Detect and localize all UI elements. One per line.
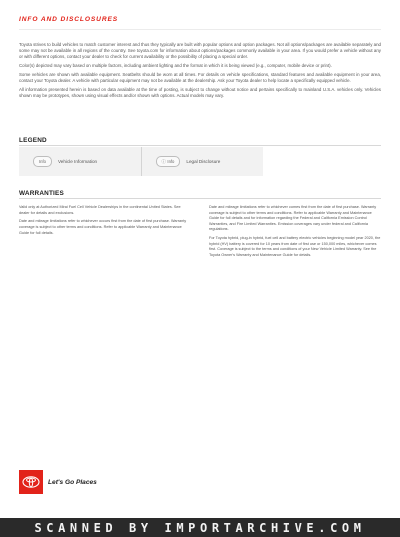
scan-watermark-band xyxy=(0,518,400,537)
page-title: INFO AND DISCLOSURES xyxy=(19,16,119,23)
warranties-divider xyxy=(19,198,381,199)
warranties-left-column xyxy=(19,205,191,239)
legend-item-vehicle-information xyxy=(19,147,141,176)
legend-title: LEGEND xyxy=(19,137,47,144)
pill-label: Info xyxy=(167,159,175,164)
intro-paragraph: All information presented herein is based on data available at the time of posting, is subject to change without notice and pertains specifically to mainland U.S.A. vehicles only. Vehicles shown may be prototypes, shown using visual effects and/or shown with options. Actual models may vary. xyxy=(19,87,381,99)
toyota-logo-icon xyxy=(19,470,43,494)
scan-watermark-text: SCANNED BY IMPORTARCHIVE.COM xyxy=(34,520,366,535)
legend-label: Vehicle Information xyxy=(58,159,98,164)
header-divider xyxy=(19,29,381,30)
warranty-paragraph: Valid only at Authorized Mirai Fuel Cell Vehicle Dealerships in the continental United States. See dealer for details and exclusions. xyxy=(19,205,181,215)
brand-tagline: Let's Go Places xyxy=(48,478,97,486)
legend-box xyxy=(19,147,263,176)
intro-paragraph: Toyota strives to build vehicles to match customer interest and thus they typically are built with popular options and option packages. Not all options/packages are available separately and some may not be available in all regions of the country. See toyota.com for information about options/packages commonly available in your area. If you would prefer a vehicle without any or with different options, contact your dealer to check for current availability or the possibility of placing a special order. xyxy=(19,42,381,60)
brand-footer xyxy=(19,470,97,494)
warranty-paragraph: Date and mileage limitations refer to whichever occurs first from the date of first purchase. Warranty coverage is subject to other terms and conditions. Refer to applicable Warranty and Maintenance Guide for full details. xyxy=(19,219,187,235)
warranties-title: WARRANTIES xyxy=(19,190,64,197)
info-pill xyxy=(33,156,52,167)
warranties-right-column xyxy=(209,205,381,262)
legend-divider xyxy=(19,145,381,146)
warranty-paragraph: Date and mileage limitations refer to whichever comes first from the date of first purchase. Warranty coverage is subject to other terms and conditions. Refer to applicable Warranty and Maintenance Guide for full details and for information regarding the Federal and California Emission Control Warranties, and Fire Limited Warranties. Emission coverages vary under federal and California regulations. xyxy=(209,205,377,232)
intro-paragraph: Color(s) depicted may vary based on multiple factors, including ambient lighting and the format in which it is being viewed (e.g., computer, mobile device or print). xyxy=(19,63,332,69)
warranty-paragraph: For Toyota hybrid, plug-in hybrid, fuel cell and battery electric vehicles beginning model year 2020, the hybrid (HV) battery is covered for 10 years from date of first use or 150,000 miles, whichever comes first. Coverage is subject to the terms and conditions of your New Vehicle Limited Warranty. See the Toyota Owner's Warranty and Maintenance Guide for details. xyxy=(209,236,381,257)
info-circle-icon: ⓘ xyxy=(161,158,166,164)
pill-label: Info xyxy=(39,159,46,164)
legend-label: Legal Disclosure xyxy=(186,159,221,164)
info-pill xyxy=(156,156,181,167)
intro-section xyxy=(19,42,381,102)
intro-paragraph: Some vehicles are shown with available equipment. Seatbelts should be worn at all times. For details on vehicle specifications, standard features and available equipment in your area, contact your Toyota dealer. A vehicle with particular equipment may not be available at the dealership. Ask your Toyota dealer to help locate a specifically equipped vehicle. xyxy=(19,72,381,84)
legend-item-legal-disclosure xyxy=(142,147,264,176)
